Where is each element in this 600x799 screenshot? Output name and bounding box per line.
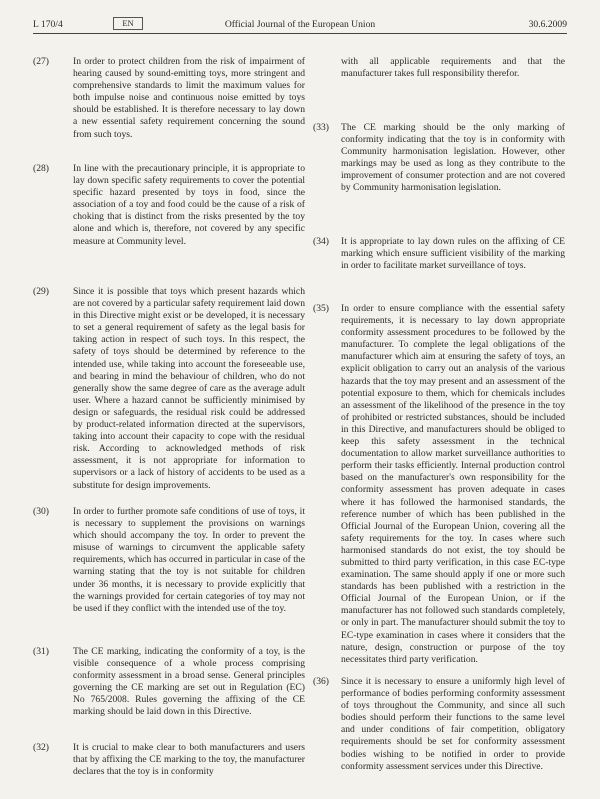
recital-number: (36) xyxy=(313,676,329,687)
recital-32 xyxy=(33,742,305,778)
recital-31 xyxy=(33,646,305,719)
recital-text: In order to protect children from the risk of impairment of hearing caused by sound-emitting toys, more stringent and comprehensive standards to limit the maximum values for both impulse noise and continuous noise emitted by toys should be established. It is therefore necessary to lay down a new essential safety requirement concerning the sound from such toys. xyxy=(73,56,305,140)
recital-text: The CE marking should be the only marking of conformity indicating that the toy is in conformity with Community harmonisation legislation. However, other markings may be used as long as they contribute to the improvement of consumer protection and are not covered by Community harmonisation legislation. xyxy=(341,122,565,194)
recital-30 xyxy=(33,506,305,615)
recital-text: It is appropriate to lay down rules on the affixing of CE marking which ensure sufficient visibility of the marking in order to facilitate market surveillance of toys. xyxy=(341,236,565,272)
recital-text: The CE marking, indicating the conformity of a toy, is the visible consequence of a whole process comprising conformity assessment in a broad sense. General principles governing the CE marking are set out in Regulation (EC) No 765/2008. Rules governing the affixing of the CE marking should be laid down in this Directive. xyxy=(73,646,305,718)
recital-29 xyxy=(33,286,305,492)
recital-text: In order to further promote safe conditions of use of toys, it is necessary to supplement the provisions on warnings which should accompany the toy. In order to prevent the misuse of warnings to circumvent the applicable safety requirements, which has occurred in particular in case of the warning stating that the toy is not suitable for children under 36 months, it is necessary to provide explicitly that the warnings provided for certain categories of toy may not be used if they conflict with the intended use of the toy. xyxy=(73,506,305,614)
journal-title: Official Journal of the European Union xyxy=(224,19,376,30)
recital-number: (31) xyxy=(33,646,49,657)
recital-32-continued xyxy=(313,56,565,80)
recital-number: (30) xyxy=(33,506,49,517)
recital-number: (34) xyxy=(313,236,329,247)
recital-text: In order to ensure compliance with the essential safety requirements, it is necessary to lay down appropriate conformity assessment procedures to be followed by the manufacturer. To complete the legal obligations of the manufacturer which aim at ensuring the safety of toys, an explicit obligation to carry out an analysis of the various hazards that the toy may present and an assessment of the potential exposure to them, which for chemicals includes an assessment of the likelihood of the presence in the toy of prohibited or restricted substances, should be included in this Directive, and manufacturers should be obliged to keep this safety assessment in the technical documentation to allow market surveillance authorities to perform their tasks efficiently. Internal production control based on the manufacturer's own responsibility for the conformity assessment has proven adequate in cases where it has followed the harmonised standards, the reference number of which has been published in the Official Journal of the European Union, covering all the safety requirements for the toy. In cases where such harmonised standards do not exist, the toy should be submitted to third party verification, in this case EC-type examination. The same should apply if one or more such standards has been published with a restriction in the Official Journal of the European Union, or if the manufacturer has not followed such standards completely, or only in part. The manufacturer should submit the toy to EC-type examination in cases where it considers that the nature, design, construction or purpose of the toy necessitates third party verification. xyxy=(341,303,565,665)
language-badge: EN xyxy=(113,17,143,30)
recital-number: (28) xyxy=(33,163,49,174)
recital-text: Since it is possible that toys which present hazards which are not covered by a particular safety requirement laid down in this Directive might exist or be developed, it is necessary to set a general requirement of safety as the legal basis for taking action in respect of such toys. In this respect, the safety of toys should be determined by reference to the intended use, while taking into account the foreseeable use, and bearing in mind the behaviour of children, who do not generally show the same degree of care as the average adult user. Where a hazard cannot be sufficiently minimised by design or safeguards, the residual risk could be addressed by product-related information directed at the supervisors, taking into account their capacity to cope with the residual risk. According to acknowledged methods of risk assessment, it is not appropriate for information to supervisors or a lack of history of accidents to be used as a substitute for design improvements. xyxy=(73,286,305,491)
recital-number: (27) xyxy=(33,56,49,67)
recital-number: (35) xyxy=(313,303,329,314)
recital-28 xyxy=(33,163,305,248)
page-reference: L 170/4 xyxy=(33,19,63,30)
recital-text: Since it is necessary to ensure a uniformly high level of performance of bodies performing conformity assessment of toys throughout the Community, and since all such bodies should perform their functions to the same level and under conditions of fair competition, obligatory requirements should be set for conformity assessment bodies wishing to be notified in order to provide conformity assessment services under this Directive. xyxy=(341,676,565,772)
header-rule xyxy=(33,33,567,34)
recital-text: It is crucial to make clear to both manufacturers and users that by affixing the CE marking to the toy, the manufacturer declares that the toy is in conformity xyxy=(73,742,305,778)
recital-text: with all applicable requirements and that the manufacturer takes full responsibility therefor. xyxy=(341,56,565,80)
recital-number: (29) xyxy=(33,286,49,297)
recital-33 xyxy=(313,122,565,195)
recital-27 xyxy=(33,56,305,141)
recital-number: (33) xyxy=(313,122,329,133)
recital-34 xyxy=(313,236,565,272)
recital-text: In line with the precautionary principle, it is appropriate to lay down specific safety requirements to cover the potential specific hazard presented by toys in food, since the association of a toy and food could be the cause of a risk of choking that is distinct from the risks presented by the toy alone and which is, therefore, not covered by any specific measure at Community level. xyxy=(73,163,305,247)
publication-date: 30.6.2009 xyxy=(528,19,567,30)
recital-number: (32) xyxy=(33,742,49,753)
page-header xyxy=(33,17,567,31)
recital-35 xyxy=(313,303,565,666)
recital-36 xyxy=(313,676,565,773)
